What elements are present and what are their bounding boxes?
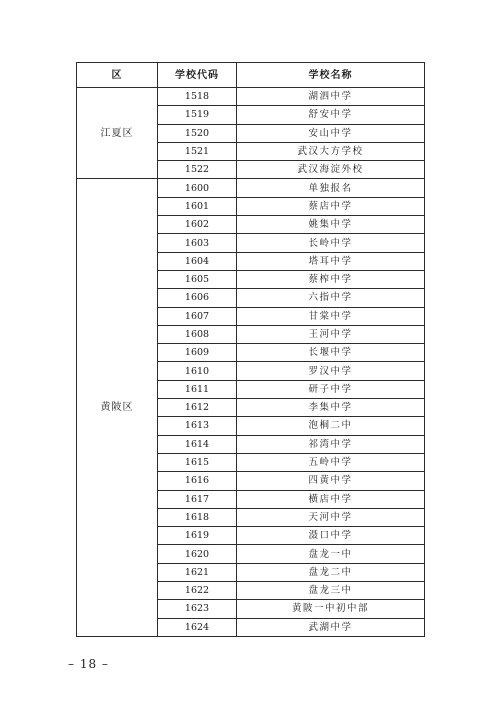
school-code-cell: 1608 [158,325,237,343]
school-name-cell: 湖泗中学 [237,88,425,106]
school-code-cell: 1615 [158,453,237,471]
school-code-cell: 1520 [158,124,237,142]
school-code-cell: 1623 [158,600,237,618]
district-cell: 黄陂区 [77,179,158,636]
school-name-cell: 姚集中学 [237,216,425,234]
school-name-cell: 五岭中学 [237,453,425,471]
school-code-cell: 1609 [158,344,237,362]
school-code-cell: 1519 [158,106,237,124]
school-name-cell: 泡桐二中 [237,417,425,435]
table-row [77,88,425,106]
school-name-cell: 塔耳中学 [237,252,425,270]
school-name-cell: 横店中学 [237,490,425,508]
school-code-cell: 1600 [158,179,237,197]
school-name-cell: 安山中学 [237,124,425,142]
school-code-cell: 1603 [158,234,237,252]
table-body [77,88,425,637]
school-name-cell: 四黄中学 [237,472,425,490]
page-number: – 18 – [68,657,109,671]
school-name-cell: 李集中学 [237,399,425,417]
school-name-cell: 武汉海淀外校 [237,161,425,179]
header-district: 区 [77,63,158,88]
school-code-cell: 1616 [158,472,237,490]
school-code-cell: 1607 [158,307,237,325]
school-name-cell: 武湖中学 [237,618,425,636]
school-name-cell: 盘龙三中 [237,582,425,600]
school-name-cell: 甘棠中学 [237,307,425,325]
school-name-cell: 天河中学 [237,508,425,526]
school-code-cell: 1518 [158,88,237,106]
school-name-cell: 蔡店中学 [237,197,425,215]
school-code-cell: 1606 [158,289,237,307]
school-code-cell: 1605 [158,270,237,288]
school-name-cell: 祁湾中学 [237,435,425,453]
school-name-cell: 王河中学 [237,325,425,343]
school-name-cell: 单独报名 [237,179,425,197]
school-code-table-container [76,62,424,637]
school-code-cell: 1614 [158,435,237,453]
table-row [77,179,425,197]
school-code-cell: 1522 [158,161,237,179]
table-header-row [77,63,425,88]
header-school-code: 学校代码 [158,63,237,88]
school-code-cell: 1618 [158,508,237,526]
school-name-cell: 罗汉中学 [237,362,425,380]
district-cell: 江夏区 [77,88,158,179]
school-name-cell: 蔡榨中学 [237,270,425,288]
header-school-name: 学校名称 [237,63,425,88]
school-code-cell: 1622 [158,582,237,600]
school-name-cell: 长堰中学 [237,344,425,362]
school-name-cell: 武汉大方学校 [237,142,425,160]
school-code-cell: 1619 [158,527,237,545]
school-code-cell: 1611 [158,380,237,398]
school-name-cell: 研子中学 [237,380,425,398]
school-code-cell: 1602 [158,216,237,234]
school-code-cell: 1610 [158,362,237,380]
school-name-cell: 舒安中学 [237,106,425,124]
school-code-cell: 1521 [158,142,237,160]
school-code-cell: 1613 [158,417,237,435]
school-name-cell: 长岭中学 [237,234,425,252]
school-name-cell: 滠口中学 [237,527,425,545]
school-code-cell: 1604 [158,252,237,270]
school-code-cell: 1612 [158,399,237,417]
school-name-cell: 黄陂一中初中部 [237,600,425,618]
school-code-cell: 1620 [158,545,237,563]
school-code-cell: 1621 [158,563,237,581]
school-code-table [76,62,425,637]
school-code-cell: 1624 [158,618,237,636]
school-code-cell: 1601 [158,197,237,215]
school-name-cell: 盘龙一中 [237,545,425,563]
school-name-cell: 盘龙二中 [237,563,425,581]
school-name-cell: 六指中学 [237,289,425,307]
school-code-cell: 1617 [158,490,237,508]
